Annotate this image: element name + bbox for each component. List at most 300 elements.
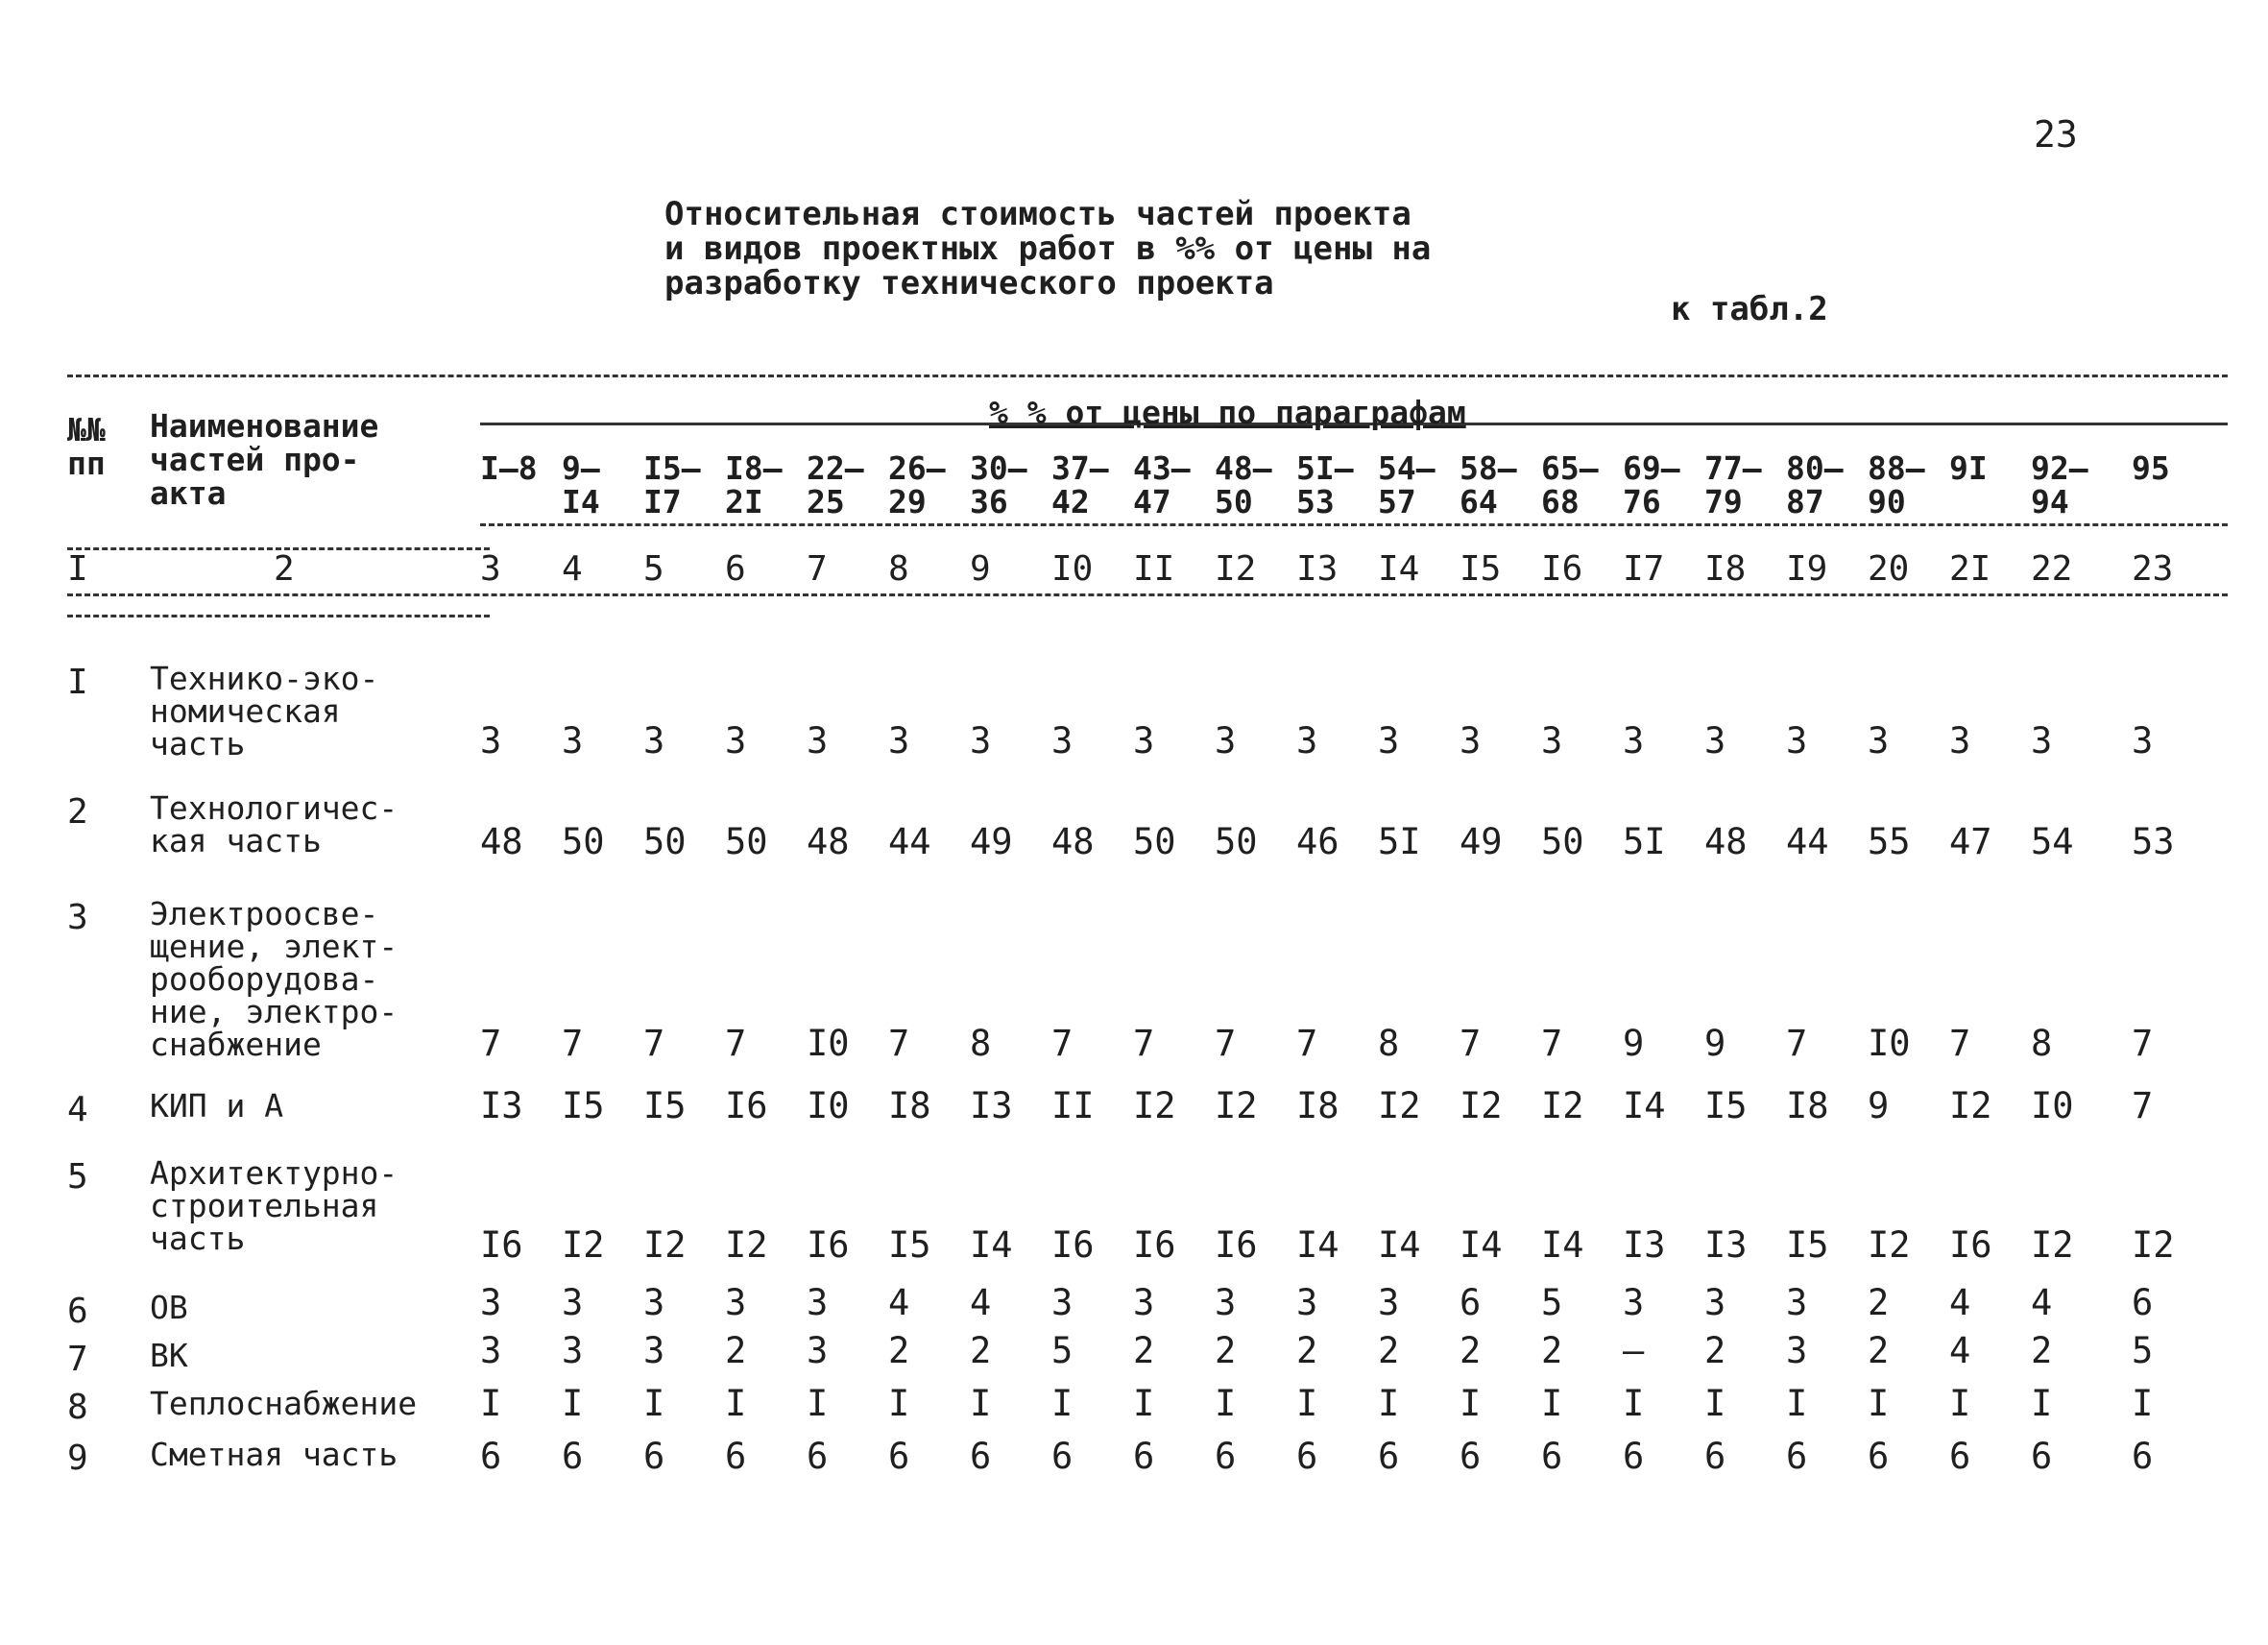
header-line: I–8 [480, 449, 538, 487]
table-cell: 3 [807, 1282, 829, 1323]
paragraph-column-header [1215, 451, 1272, 519]
table-top-rule [67, 375, 2228, 377]
table-cell: I3 [1704, 1224, 1748, 1266]
header-line: частей про- [150, 441, 360, 478]
header-line: 57 [1378, 483, 1416, 520]
table-cell: 3 [562, 1282, 584, 1323]
table-cell: 2 [1460, 1330, 1482, 1371]
row-number: 5 [67, 1157, 88, 1197]
table-cell: I2 [1541, 1085, 1584, 1126]
table-cell: 44 [888, 821, 931, 862]
table-cell: 2 [725, 1330, 747, 1371]
table-cell: 3 [725, 1282, 747, 1323]
table-cell: 7 [643, 1023, 665, 1064]
table-cell: 3 [562, 720, 584, 762]
table-cell: 2 [1133, 1330, 1155, 1371]
table-cell: I0 [807, 1023, 850, 1064]
header-bottom-rule [67, 615, 490, 617]
row-name-line: кая часть [150, 822, 322, 859]
row-name-line: ОВ [150, 1289, 188, 1326]
header-line: 53 [1296, 483, 1335, 520]
table-cell: 3 [1786, 1330, 1808, 1371]
row-number: 8 [67, 1388, 88, 1427]
table-cell: 2 [888, 1330, 910, 1371]
table-cell: 3 [643, 1282, 665, 1323]
header-line: I5– [643, 449, 701, 487]
table-cell: 3 [1786, 720, 1808, 762]
row-name [150, 660, 379, 762]
table-cell: 3 [1051, 720, 1074, 762]
table-cell: 48 [1051, 821, 1095, 862]
table-cell: 6 [1623, 1436, 1645, 1477]
table-cell: I2 [1868, 1224, 1911, 1266]
column-number: 9 [970, 549, 991, 589]
table-cell: I [888, 1383, 910, 1424]
table-cell: I5 [562, 1085, 605, 1126]
table-cell: 6 [970, 1436, 992, 1477]
table-cell: 8 [2031, 1023, 2053, 1064]
row-name-line: часть [150, 725, 246, 762]
table-cell: 7 [1949, 1023, 1971, 1064]
table-cell: 50 [1541, 821, 1584, 862]
header-line: 54– [1378, 449, 1436, 487]
title-line: Относительная стоимость частей проекта [664, 195, 1411, 233]
table-cell: 2 [2031, 1330, 2053, 1371]
column-number: 8 [888, 549, 909, 589]
header-line: 43– [1133, 449, 1191, 487]
table-cell: 54 [2031, 821, 2074, 862]
table-cell: I8 [1296, 1085, 1339, 1126]
header-line: 29 [888, 483, 927, 520]
paragraph-column-header [725, 451, 783, 519]
paragraph-column-header [643, 451, 701, 519]
table-cell: I5 [1704, 1085, 1748, 1126]
table-cell: 6 [1460, 1436, 1482, 1477]
row-number: 9 [67, 1439, 88, 1478]
header-line: I7 [643, 483, 682, 520]
header-line: акта [150, 474, 227, 512]
column-number: I6 [1541, 549, 1583, 589]
table-cell: 3 [1296, 1282, 1318, 1323]
table-cell: 50 [725, 821, 768, 862]
table-cell: I2 [643, 1224, 687, 1266]
table-cell: 3 [1704, 1282, 1726, 1323]
column-number: 22 [2031, 549, 2073, 589]
table-cell: I [1460, 1383, 1482, 1424]
header-line: 92– [2031, 449, 2088, 487]
column-number: I9 [1786, 549, 1828, 589]
table-reference: к табл.2 [1671, 290, 1828, 328]
table-cell: 7 [1460, 1023, 1482, 1064]
table-cell: 3 [1623, 720, 1645, 762]
table-cell: 48 [807, 821, 850, 862]
table-cell: I4 [1296, 1224, 1339, 1266]
table-cell: 3 [643, 1330, 665, 1371]
header-line: пп [67, 445, 106, 482]
table-cell: 46 [1296, 821, 1339, 862]
column-number: I7 [1623, 549, 1665, 589]
table-cell: I [1786, 1383, 1808, 1424]
table-cell: 7 [1786, 1023, 1808, 1064]
table-cell: 3 [1704, 720, 1726, 762]
header-line: 42 [1051, 483, 1090, 520]
column-number: I5 [1460, 549, 1502, 589]
table-cell: I [1541, 1383, 1563, 1424]
table-cell: II [1051, 1085, 1095, 1126]
column-number: 6 [725, 549, 746, 589]
row-number: 4 [67, 1090, 88, 1129]
table-cell: 8 [1378, 1023, 1400, 1064]
table-cell: 5I [1623, 821, 1666, 862]
table-cell: 5 [1051, 1330, 1074, 1371]
column-number: 20 [1868, 549, 1910, 589]
table-cell: I [970, 1383, 992, 1424]
row-name-line: КИП и А [150, 1087, 284, 1125]
table-cell: 50 [562, 821, 605, 862]
column-number: I4 [1378, 549, 1420, 589]
column-number: 3 [480, 549, 501, 589]
table-cell: I [1133, 1383, 1155, 1424]
table-cell: I2 [1215, 1085, 1258, 1126]
table-cell: 7 [1133, 1023, 1155, 1064]
row-name-line: Сметная часть [150, 1436, 398, 1473]
table-cell: 4 [888, 1282, 910, 1323]
table-cell: I4 [1460, 1224, 1503, 1266]
table-cell: 6 [643, 1436, 665, 1477]
title-line: и видов проектных работ в %% от цены на [664, 230, 1432, 268]
paragraph-column-header [1949, 451, 1988, 485]
table-cell: I [1949, 1383, 1971, 1424]
paragraph-column-header [807, 451, 864, 519]
table-cell: 2 [1868, 1330, 1890, 1371]
row-name-line: ние, электро- [150, 993, 398, 1030]
table-cell: 2 [1868, 1282, 1890, 1323]
table-cell: 3 [1868, 720, 1890, 762]
table-cell: I2 [725, 1224, 768, 1266]
table-cell: 2 [1704, 1330, 1726, 1371]
table-cell: 3 [1215, 720, 1237, 762]
table-cell: 6 [562, 1436, 584, 1477]
table-cell: 3 [1541, 720, 1563, 762]
row-name-line: Электроосве- [150, 895, 379, 932]
table-cell: I [1704, 1383, 1726, 1424]
column-number: I [67, 549, 88, 589]
header-line: 90 [1868, 483, 1906, 520]
table-cell: I6 [1949, 1224, 1992, 1266]
column-number: I8 [1704, 549, 1747, 589]
header-line: 9– [562, 449, 600, 487]
table-cell: I6 [480, 1224, 523, 1266]
header-line: 87 [1786, 483, 1824, 520]
table-cell: 6 [1541, 1436, 1563, 1477]
row-number: 7 [67, 1340, 88, 1379]
table-cell: I8 [1786, 1085, 1829, 1126]
table-cell: 48 [1704, 821, 1748, 862]
table-cell: I8 [888, 1085, 931, 1126]
paragraph-column-header [1133, 451, 1191, 519]
row-name [150, 1289, 188, 1326]
table-cell: 55 [1868, 821, 1911, 862]
header-line: 22– [807, 449, 864, 487]
table-cell: I2 [2031, 1224, 2074, 1266]
header-line: 68 [1541, 483, 1580, 520]
table-cell: 3 [2031, 720, 2053, 762]
paragraph-header-rule [480, 523, 2228, 526]
table-cell: 7 [1051, 1023, 1074, 1064]
row-name-line: снабжение [150, 1026, 322, 1063]
table-cell: 6 [480, 1436, 502, 1477]
table-cell: 6 [1051, 1436, 1074, 1477]
table-cell: 44 [1786, 821, 1829, 862]
table-cell: I [1296, 1383, 1318, 1424]
table-cell: 6 [1215, 1436, 1237, 1477]
row-name [150, 1436, 398, 1473]
table-cell: 6 [1868, 1436, 1890, 1477]
table-cell: 2 [1541, 1330, 1563, 1371]
row-name [150, 1337, 188, 1374]
table-cell: I2 [2132, 1224, 2175, 1266]
table-cell: I6 [1133, 1224, 1176, 1266]
table-cell: I3 [970, 1085, 1013, 1126]
table-cell: 3 [480, 1282, 502, 1323]
header-line: 50 [1215, 483, 1253, 520]
table-cell: 3 [1215, 1282, 1237, 1323]
row-number: 3 [67, 898, 88, 937]
table-cell: I2 [1133, 1085, 1176, 1126]
table-cell: 49 [970, 821, 1013, 862]
row-number: 2 [67, 792, 88, 832]
table-cell: 3 [1051, 1282, 1074, 1323]
column-number: 2I [1949, 549, 1991, 589]
table-cell: 6 [725, 1436, 747, 1477]
table-cell: I5 [888, 1224, 931, 1266]
num-column-header [67, 413, 106, 480]
row-name-line: строительная [150, 1187, 379, 1224]
header-line: 58– [1460, 449, 1517, 487]
table-cell: I3 [480, 1085, 523, 1126]
column-number: 5 [643, 549, 664, 589]
row-name [150, 1385, 418, 1422]
table-cell: I3 [1623, 1224, 1666, 1266]
table-cell: I [725, 1383, 747, 1424]
table-cell: I6 [807, 1224, 850, 1266]
table-cell: I0 [1868, 1023, 1911, 1064]
table-cell: 9 [1623, 1023, 1645, 1064]
header-line: 48– [1215, 449, 1272, 487]
row-name-line: Архитектурно- [150, 1154, 398, 1192]
column-number: II [1133, 549, 1175, 589]
table-cell: 6 [888, 1436, 910, 1477]
table-cell: I4 [1541, 1224, 1584, 1266]
table-cell: I2 [1378, 1085, 1421, 1126]
row-name-line: Теплоснабжение [150, 1385, 418, 1422]
table-cell: 6 [2031, 1436, 2053, 1477]
paragraph-column-header [2132, 451, 2170, 485]
row-name-line: Технологичес- [150, 789, 398, 827]
header-line: №№ [67, 411, 106, 448]
row-name-line: номическая [150, 692, 341, 730]
table-cell: 2 [970, 1330, 992, 1371]
column-number: I2 [1215, 549, 1257, 589]
paragraphs-group-header: % % от цены по параграфам [989, 394, 1466, 431]
table-cell: 8 [970, 1023, 992, 1064]
table-cell: 9 [1704, 1023, 1726, 1064]
table-cell: 48 [480, 821, 523, 862]
table-cell: 47 [1949, 821, 1992, 862]
column-number-rule [67, 593, 2228, 596]
table-cell: 4 [970, 1282, 992, 1323]
paragraph-column-header [2031, 451, 2088, 519]
table-cell: I0 [2031, 1085, 2074, 1126]
table-cell: I [2031, 1383, 2053, 1424]
table-cell: 3 [888, 720, 910, 762]
paragraph-column-header [1051, 451, 1109, 519]
header-line: 80– [1786, 449, 1844, 487]
table-cell: 5 [1541, 1282, 1563, 1323]
table-cell: 7 [725, 1023, 747, 1064]
table-cell: 3 [1786, 1282, 1808, 1323]
row-name [150, 1154, 398, 1257]
table-cell: 7 [1296, 1023, 1318, 1064]
table-cell: 4 [2031, 1282, 2053, 1323]
header-line: I4 [562, 483, 600, 520]
paragraph-column-header [480, 451, 538, 485]
table-cell: 53 [2132, 821, 2175, 862]
table-cell: I2 [1460, 1085, 1503, 1126]
paragraph-column-header [1541, 451, 1599, 519]
header-line: 2I [725, 483, 763, 520]
paragraph-column-header [1378, 451, 1436, 519]
row-name-line: ВК [150, 1337, 188, 1374]
table-cell: 49 [1460, 821, 1503, 862]
header-line: 69– [1623, 449, 1680, 487]
table-cell: 5I [1378, 821, 1421, 862]
table-cell: 6 [1133, 1436, 1155, 1477]
table-cell: 7 [2132, 1085, 2154, 1126]
table-cell: 5 [2132, 1330, 2154, 1371]
header-line: 94 [2031, 483, 2069, 520]
table-cell: 3 [1296, 720, 1318, 762]
table-cell: 3 [643, 720, 665, 762]
table-cell: I [2132, 1383, 2154, 1424]
header-line: 5I– [1296, 449, 1354, 487]
table-cell: 7 [562, 1023, 584, 1064]
table-cell: 6 [1378, 1436, 1400, 1477]
table-cell: 3 [1460, 720, 1482, 762]
table-cell: 3 [1623, 1282, 1645, 1323]
header-line: 37– [1051, 449, 1109, 487]
row-name [150, 789, 398, 859]
table-cell: I [1378, 1383, 1400, 1424]
table-cell: I [807, 1383, 829, 1424]
table-cell: 3 [970, 720, 992, 762]
table-cell: – [1623, 1330, 1645, 1371]
paragraph-column-header [1623, 451, 1680, 519]
header-line: 79 [1704, 483, 1743, 520]
row-name-line: часть [150, 1220, 246, 1257]
table-cell: 6 [1704, 1436, 1726, 1477]
header-line: 47 [1133, 483, 1171, 520]
table-cell: 6 [807, 1436, 829, 1477]
table-cell: 6 [1786, 1436, 1808, 1477]
row-number: 6 [67, 1292, 88, 1331]
table-cell: 7 [480, 1023, 502, 1064]
table-cell: I0 [807, 1085, 850, 1126]
column-number: 2 [274, 549, 295, 589]
table-cell: I2 [1949, 1085, 1992, 1126]
paragraph-column-header [1868, 451, 1925, 519]
table-cell: 6 [1949, 1436, 1971, 1477]
table-cell: 50 [643, 821, 687, 862]
header-line: 26– [888, 449, 946, 487]
row-name-line: рооборудова- [150, 960, 379, 998]
table-cell: I4 [1378, 1224, 1421, 1266]
header-line: Наименование [150, 407, 379, 445]
table-cell: 2 [1378, 1330, 1400, 1371]
table-cell: I5 [1786, 1224, 1829, 1266]
table-cell: I [643, 1383, 665, 1424]
table-cell: 3 [480, 720, 502, 762]
column-number: 4 [562, 549, 583, 589]
table-cell: 3 [1133, 1282, 1155, 1323]
table-cell: I5 [643, 1085, 687, 1126]
table-cell: 2 [1296, 1330, 1318, 1371]
row-name-line: Технико-эко- [150, 660, 379, 697]
name-column-header [150, 409, 378, 510]
table-cell: 4 [1949, 1282, 1971, 1323]
table-cell: I [562, 1383, 584, 1424]
table-cell: 3 [807, 1330, 829, 1371]
header-line: I8– [725, 449, 783, 487]
paragraph-column-header [1786, 451, 1844, 519]
row-name [150, 895, 398, 1063]
table-cell: 3 [807, 720, 829, 762]
header-line: 9I [1949, 449, 1988, 487]
table-cell: I4 [970, 1224, 1013, 1266]
table-cell: 6 [2132, 1282, 2154, 1323]
table-cell: 6 [1460, 1282, 1482, 1323]
column-number: 23 [2132, 549, 2174, 589]
header-line: 30– [970, 449, 1027, 487]
table-cell: 3 [2132, 720, 2154, 762]
table-cell: 9 [1868, 1085, 1890, 1126]
table-cell: 50 [1215, 821, 1258, 862]
title-line: разработку технического проекта [664, 264, 1274, 302]
table-cell: 3 [1949, 720, 1971, 762]
table-cell: I [1215, 1383, 1237, 1424]
table-cell: 7 [1215, 1023, 1237, 1064]
table-title [664, 197, 1431, 301]
paragraph-column-header [1296, 451, 1354, 519]
table-cell: 7 [888, 1023, 910, 1064]
table-cell: 50 [1133, 821, 1176, 862]
table-cell: I6 [1051, 1224, 1095, 1266]
row-name [150, 1087, 284, 1125]
table-cell: I6 [1215, 1224, 1258, 1266]
row-name-line: щение, элект- [150, 928, 398, 965]
table-cell: 3 [480, 1330, 502, 1371]
header-line: 88– [1868, 449, 1925, 487]
table-cell: I6 [725, 1085, 768, 1126]
table-cell: 2 [1215, 1330, 1237, 1371]
table-cell: 3 [725, 720, 747, 762]
table-cell: 7 [1541, 1023, 1563, 1064]
header-line: 64 [1460, 483, 1498, 520]
page-number: 23 [2034, 113, 2078, 156]
paragraph-column-header [1704, 451, 1762, 519]
header-line: 25 [807, 483, 845, 520]
table-cell: I [1051, 1383, 1074, 1424]
